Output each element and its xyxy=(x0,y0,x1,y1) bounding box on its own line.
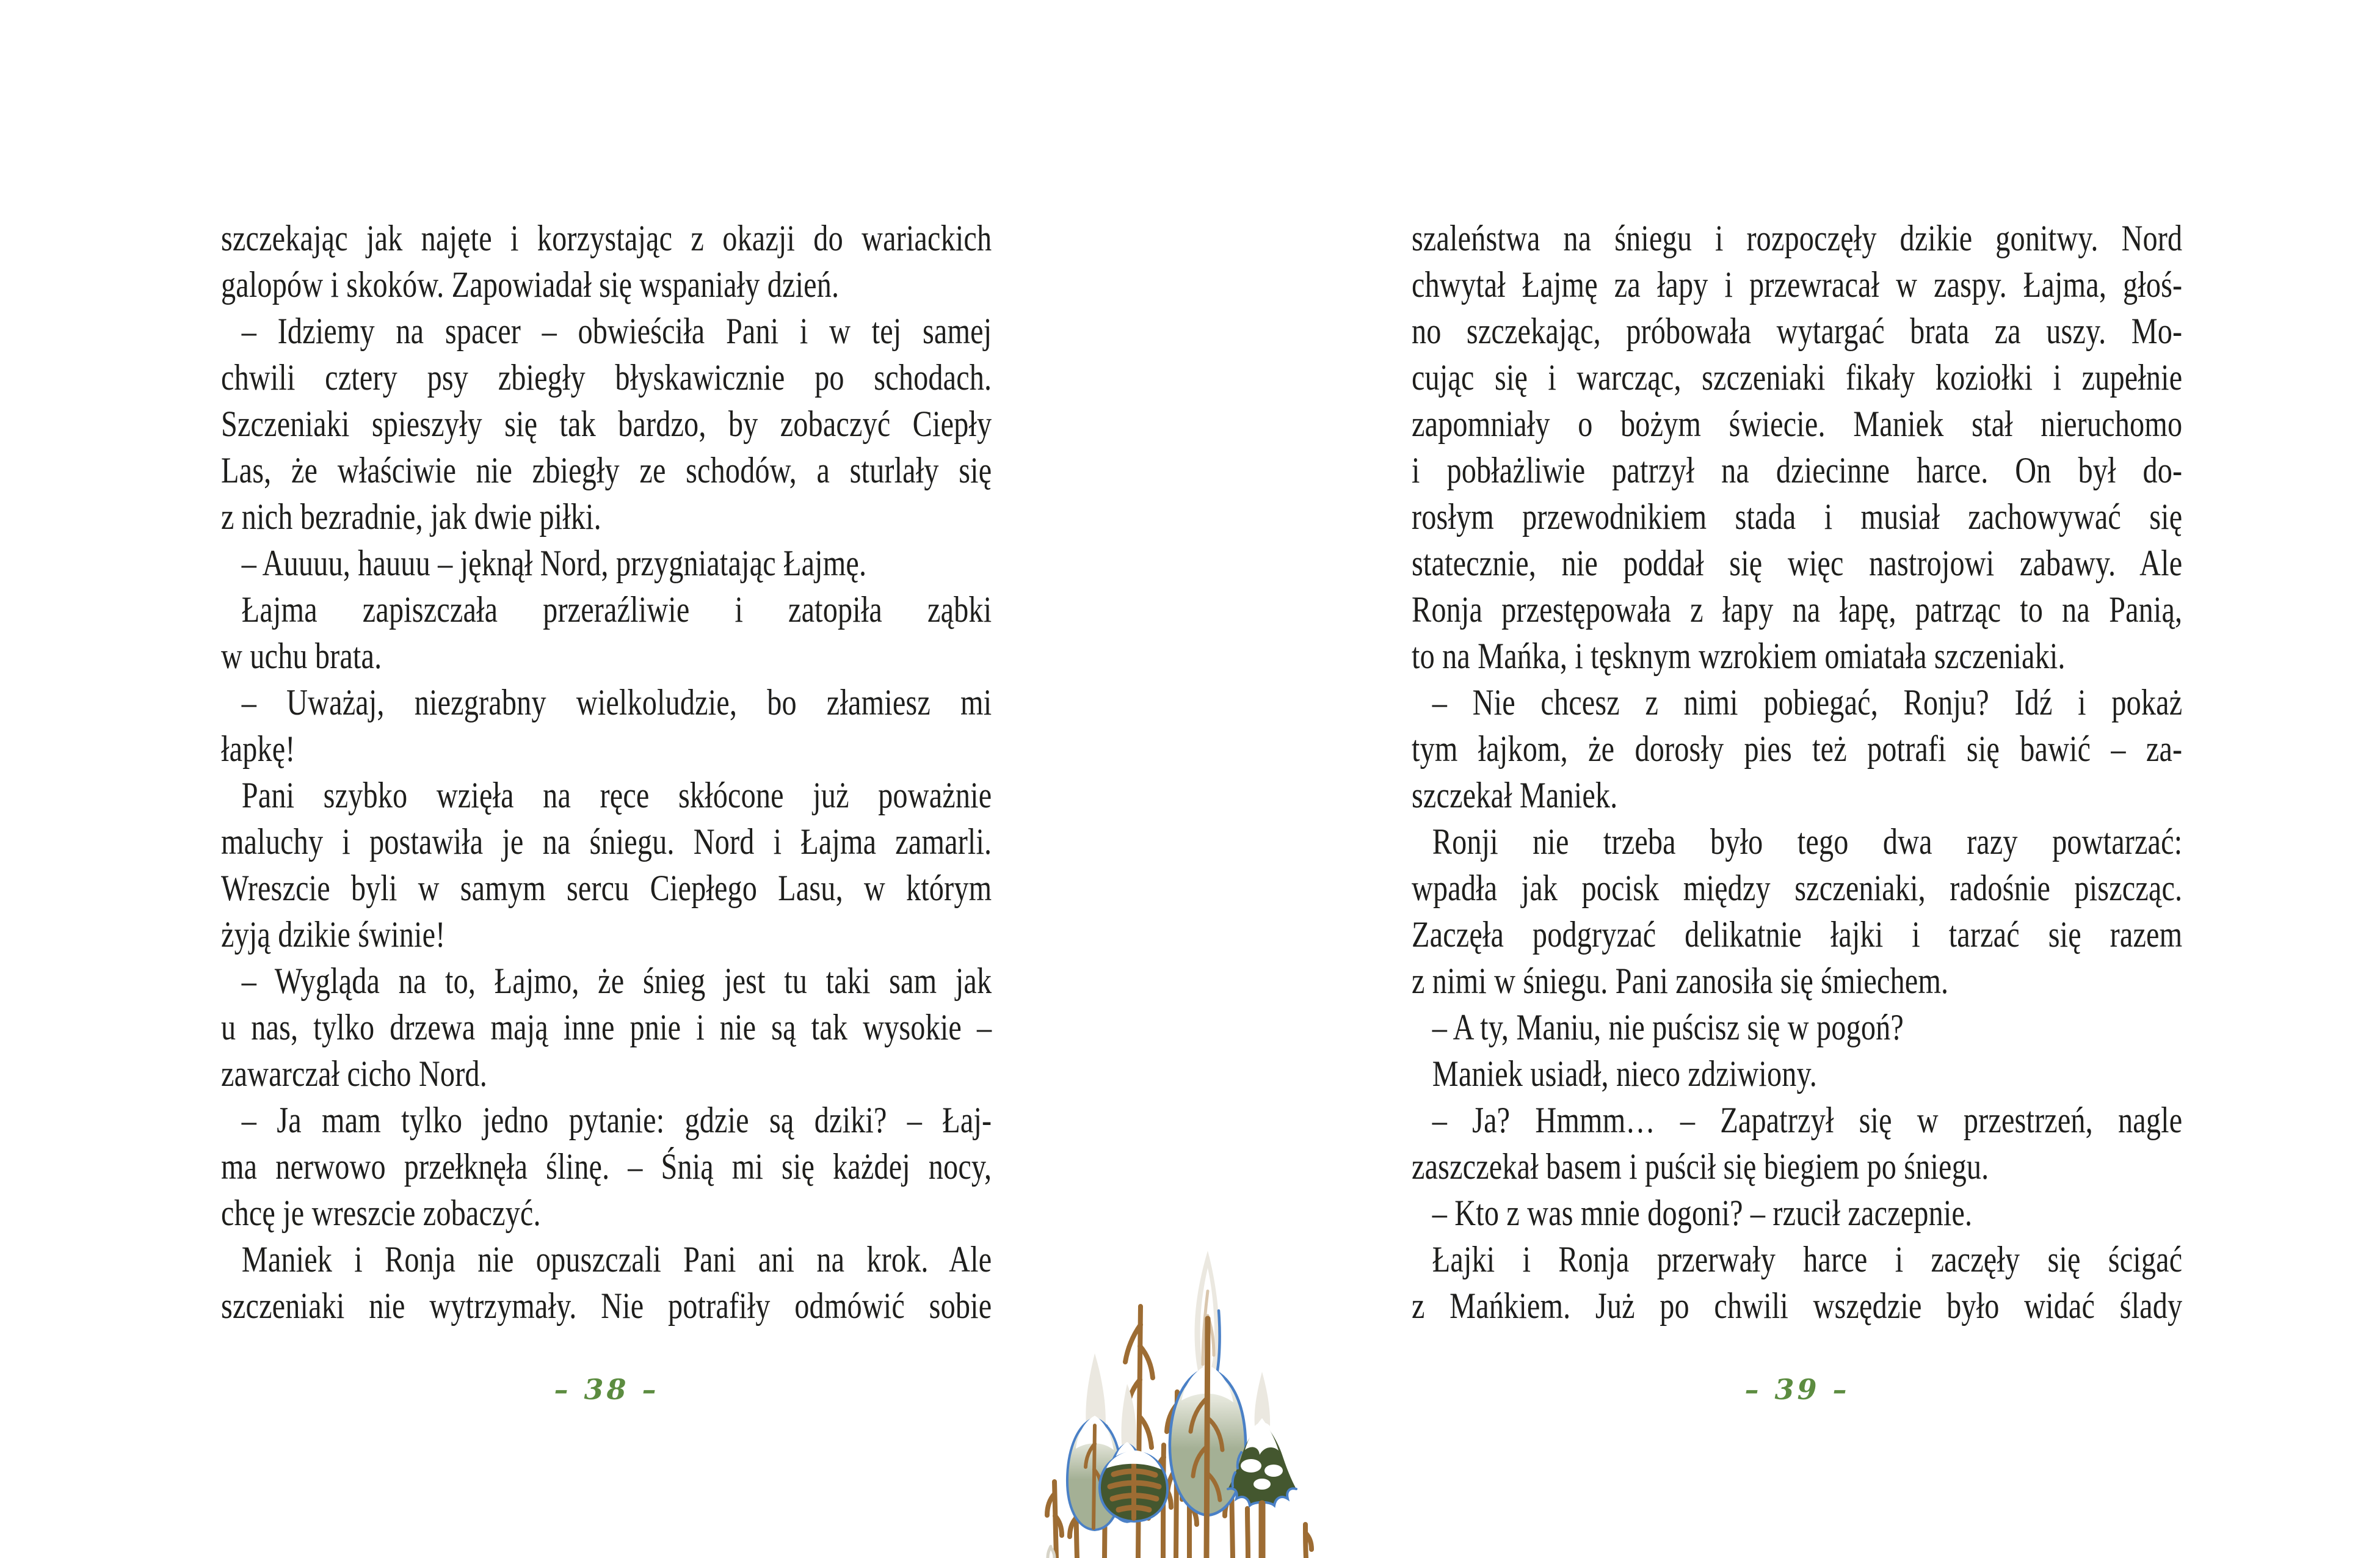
page-left-number: – 38 – xyxy=(554,1373,659,1406)
page-right-number: – 39 – xyxy=(1744,1373,1850,1406)
winter-forest-illustration xyxy=(1041,1242,1328,1558)
text-line: zapomniały o bożym świecie. Maniek stał nieruchomo xyxy=(1412,404,2183,444)
text-line: to na Mańka, i tęsknym wzrokiem omiatała szczeniaki. xyxy=(1412,636,2066,676)
text-line: – Uważaj, niezgrabny wielkoludzie, bo złamiesz mi xyxy=(241,682,992,723)
text-line: – Ja? Hmmm… – Zapatrzył się w przestrzeń, nagle xyxy=(1432,1100,2183,1140)
text-line: Szczeniaki spieszyły się tak bardzo, by zobaczyć Ciepły xyxy=(221,404,992,444)
text-line: – Ja mam tylko jedno pytanie: gdzie są dziki? – Łaj- xyxy=(241,1100,992,1140)
text-line: szczeniaki nie wytrzymały. Nie potrafiły odmówić sobie xyxy=(221,1286,992,1326)
text-line: u nas, tylko drzewa mają inne pnie i nie są tak wysokie – xyxy=(221,1007,992,1047)
striped-bush xyxy=(1100,1451,1167,1521)
text-line: Łajki i Ronja przerwały harce i zaczęły się ścigać xyxy=(1432,1239,2183,1280)
page-right-text xyxy=(1412,215,2182,1329)
text-line: rosłym przewodnikiem stada i musiał zachowywać się xyxy=(1412,497,2183,537)
text-line: chwytał Łajmę za łapy i przewracał w zaspy. Łajma, głoś- xyxy=(1412,264,2183,305)
text-line: ma nerwowo przełknęła ślinę. – Śnią mi się każdej nocy, xyxy=(221,1146,992,1187)
text-line: i pobłażliwie patrzył na dziecinne harce. On był do- xyxy=(1412,450,2183,490)
text-line: – A ty, Maniu, nie puścisz się w pogoń? xyxy=(1432,1007,1904,1047)
text-line: wpadła jak pocisk między szczeniaki, radośnie piszcząc. xyxy=(1412,868,2183,908)
text-line: – Auuuu, hauuu – jęknął Nord, przygniatając Łajmę. xyxy=(241,543,867,583)
text-line: cując się i warcząc, szczeniaki fikały koziołki i zupełnie xyxy=(1412,357,2183,398)
text-line: Zaczęła podgryzać delikatnie łajki i tarzać się razem xyxy=(1412,914,2183,955)
text-line: Maniek i Ronja nie opuszczali Pani ani na krok. Ale xyxy=(241,1239,992,1280)
text-line: maluchy i postawiła je na śniegu. Nord i Łajma zamarli. xyxy=(221,821,992,862)
text-line: z nich bezradnie, jak dwie piłki. xyxy=(221,497,601,537)
text-line: z Mańkiem. Już po chwili wszędzie było widać ślady xyxy=(1412,1286,2183,1326)
text-line: – Wygląda na to, Łajmo, że śnieg jest tu taki sam jak xyxy=(241,961,992,1001)
text-line: – Nie chcesz z nimi pobiegać, Ronju? Idź i pokaż xyxy=(1432,682,2183,723)
text-line: szaleństwa na śniegu i rozpoczęły dzikie gonitwy. Nord xyxy=(1412,218,2183,258)
text-line: w uchu brata. xyxy=(221,636,382,676)
text-line: żyją dzikie świnie! xyxy=(221,914,446,955)
text-line: galopów i skoków. Zapowiadał się wspaniały dzień. xyxy=(221,264,840,305)
text-line: chcę je wreszcie zobaczyć. xyxy=(221,1193,541,1233)
text-line: Ronji nie trzeba było tego dwa razy powtarzać: xyxy=(1432,821,2183,862)
text-line: szczekając jak najęte i korzystając z okazji do wariackich xyxy=(221,218,992,258)
text-line: – Idziemy na spacer – obwieściła Pani i w tej samej xyxy=(241,311,992,351)
text-line: zaszczekał basem i puścił się biegiem po śniegu. xyxy=(1412,1146,1989,1187)
text-line: Łajma zapiszczała przeraźliwie i zatopiła ząbki xyxy=(241,589,992,630)
text-line: tym łajkom, że dorosły pies też potrafi się bawić – za- xyxy=(1412,729,2183,769)
text-line: łapkę! xyxy=(221,729,296,769)
snow-sprout xyxy=(1048,1546,1054,1558)
text-line: – Kto z was mnie dogoni? – rzucił zaczepnie. xyxy=(1432,1193,1973,1233)
text-line: Pani szybko wzięła na ręce skłócone już poważnie xyxy=(241,775,992,815)
text-line: chwili cztery psy zbiegły błyskawicznie po schodach. xyxy=(221,357,992,398)
text-line: z nimi w śniegu. Pani zanosiła się śmiechem. xyxy=(1412,961,1949,1001)
text-line: statecznie, nie poddał się więc nastrojowi zabawy. Ale xyxy=(1412,543,2183,583)
text-line: Ronja przestępowała z łapy na łapę, patrząc to na Panią, xyxy=(1412,589,2183,630)
text-line: zawarczał cicho Nord. xyxy=(221,1054,487,1094)
text-line: Maniek usiadł, nieco zdziwiony. xyxy=(1432,1054,1817,1094)
text-line: Wreszcie byli w samym sercu Ciepłego Lasu, w którym xyxy=(221,868,992,908)
text-line: Las, że właściwie nie zbiegły ze schodów, a sturlały się xyxy=(221,450,992,490)
text-line: szczekał Maniek. xyxy=(1412,775,1618,815)
text-line: no szczekając, próbowała wytargać brata za uszy. Mo- xyxy=(1412,311,2183,351)
